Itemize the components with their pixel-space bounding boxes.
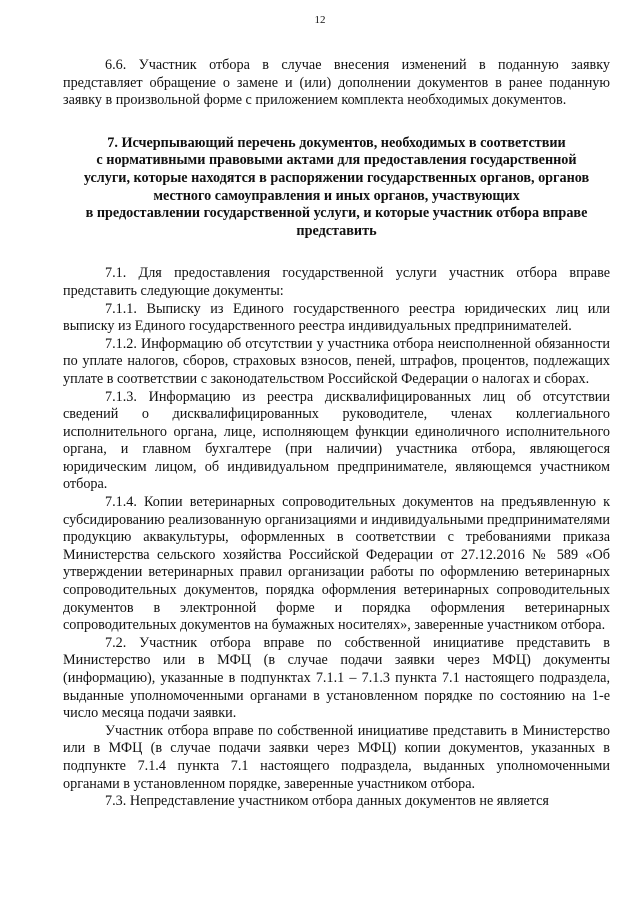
paragraph-7-1-2: 7.1.2. Информацию об отсутствии у участника отбора неисполненной обязанности по уплате налогов, сборов, страховых взносов, пеней, штрафов, процентов, подлежащих уплате в соответствии с законодательством Российской Федерации о налогах и сборах. bbox=[63, 335, 610, 387]
paragraph-7-2-continued: Участник отбора вправе по собственной инициативе представить в Министерство или в МФЦ (в случае подачи заявки через МФЦ) копии документов, указанных в подпункте 7.1.4 пункта 7.1 настоящего подраздела, выданных уполномоченными органами в установленном порядке, заверенные участником отбора. bbox=[63, 722, 610, 792]
paragraph-6-6: 6.6. Участник отбора в случае внесения изменений в поданную заявку представляет обращение о замене и (или) дополнении документов в ранее поданную заявку в произвольной форме с приложением комплекта необходимых документов. bbox=[63, 57, 610, 109]
page-number: 12 bbox=[314, 14, 326, 26]
section-heading: 7. Исчерпывающий перечень документов, необходимых в соответствии с нормативными правовыми актами для предоставления государственной услуги, которые находятся в распоряжении государственных органов, органов местного самоуправления и иных органов, участвующих в предоставлении государственной услуги, и которые участник отбора вправе представить bbox=[83, 134, 590, 239]
paragraph-7-1: 7.1. Для предоставления государственной услуги участник отбора вправе представить следующие документы: bbox=[63, 265, 610, 299]
paragraph-7-1-4: 7.1.4. Копии ветеринарных сопроводительных документов на предъявленную к субсидированию реализованную организациями и индивидуальными предпринимателями продукцию аквакультуры, оформленных в соответствии с требованиями приказа Министерства сельского хозяйства Российской Федерации от 27.12.2016 № 589 «Об утверждении ветеринарных правил организации работы по оформлению ветеринарных сопроводительных документов, порядка оформления ветеринарных сопроводительных документов в электронной форме и порядка оформления ветеринарных сопроводительных документов на бумажных носителях», заверенные участником отбора. bbox=[63, 494, 610, 634]
paragraph-7-3: 7.3. Непредставление участником отбора данных документов не является bbox=[105, 793, 549, 810]
paragraph-7-1-3: 7.1.3. Информацию из реестра дисквалифицированных лиц об отсутствии сведений о дисквалифицированных руководителе, членах коллегиального исполнительного органа, лице, исполняющем функции единоличного исполнительного органа, и главном бухгалтере (при наличии) участника отбора, являющегося юридическим лицом, об индивидуальном предпринимателе, являющемся участником отбора. bbox=[63, 388, 610, 493]
page-content bbox=[63, 57, 610, 811]
paragraph-7-2: 7.2. Участник отбора вправе по собственной инициативе представить в Министерство или в МФЦ (в случае подачи заявки через МФЦ) документы (информацию), указанные в подпунктах 7.1.1 – 7.1.3 пункта 7.1 настоящего подраздела, выданные уполномоченными органами в установленном порядке по состоянию на 1-е число месяца подачи заявки. bbox=[63, 634, 610, 722]
paragraph-7-1-1: 7.1.1. Выписку из Единого государственного реестра юридических лиц или выписку из Единого государственного реестра индивидуальных предпринимателей. bbox=[63, 300, 610, 335]
